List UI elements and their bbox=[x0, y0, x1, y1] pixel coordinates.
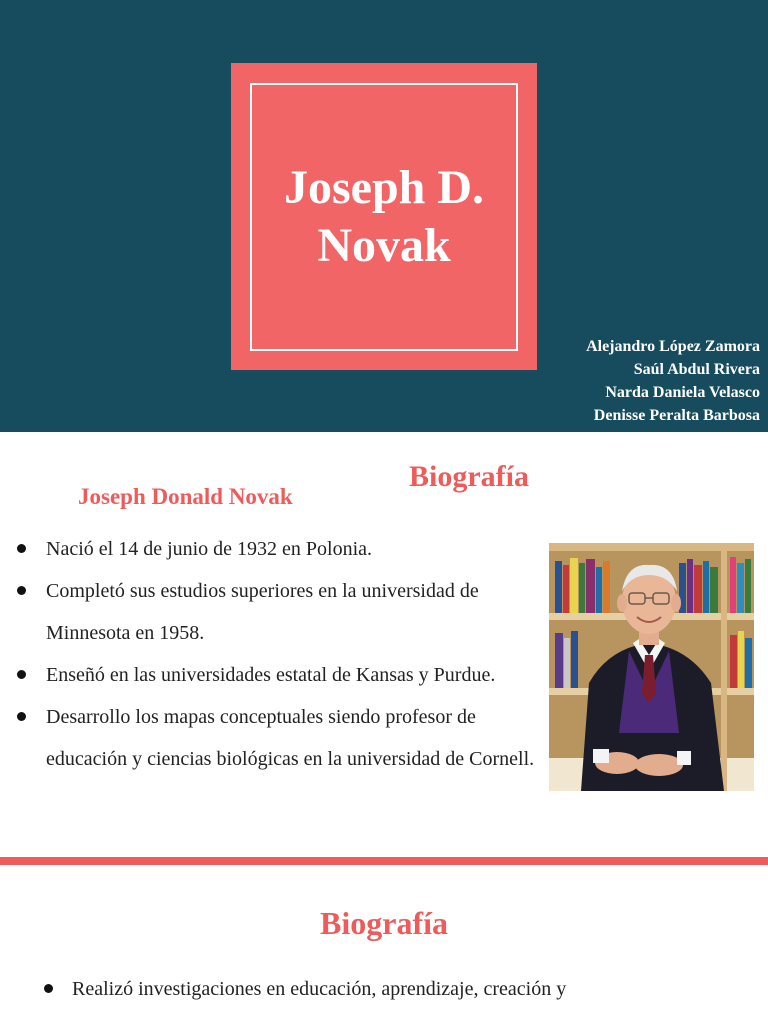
author-name: Denisse Peralta Barbosa bbox=[593, 407, 760, 424]
bullet-item: Nació el 14 de junio de 1932 en Polonia. bbox=[0, 528, 540, 570]
biography-slide bbox=[0, 432, 768, 858]
bullet-item: Completó sus estudios superiores en la universidad de Minnesota en 1958. bbox=[0, 570, 540, 654]
author-name: Alejandro López Zamora bbox=[586, 338, 760, 355]
presentation-title: Joseph D. Novak bbox=[283, 161, 485, 272]
title-box bbox=[231, 63, 537, 370]
bullet-list bbox=[0, 528, 540, 780]
slide-heading: Biografía bbox=[320, 905, 448, 941]
slide-heading: Biografía bbox=[409, 460, 529, 493]
author-name: Saúl Abdul Rivera bbox=[633, 361, 760, 378]
title-frame bbox=[250, 83, 518, 351]
bullet-item: Desarrollo los mapas conceptuales siendo profesor de educación y ciencias biológicas en la universidad de Cornell. bbox=[0, 696, 540, 780]
author-list bbox=[586, 335, 760, 427]
bullet-list bbox=[0, 968, 768, 1010]
cover-slide bbox=[0, 0, 768, 432]
bullet-item: Realizó investigaciones en educación, aprendizaje, creación y bbox=[0, 968, 768, 1010]
slide-subheading: Joseph Donald Novak bbox=[78, 484, 293, 509]
author-name: Narda Daniela Velasco bbox=[605, 384, 760, 401]
biography-slide-2 bbox=[0, 865, 768, 1024]
slide-divider bbox=[0, 857, 768, 865]
bullet-item: Enseñó en las universidades estatal de Kansas y Purdue. bbox=[0, 654, 540, 696]
portrait-photo bbox=[549, 543, 754, 791]
